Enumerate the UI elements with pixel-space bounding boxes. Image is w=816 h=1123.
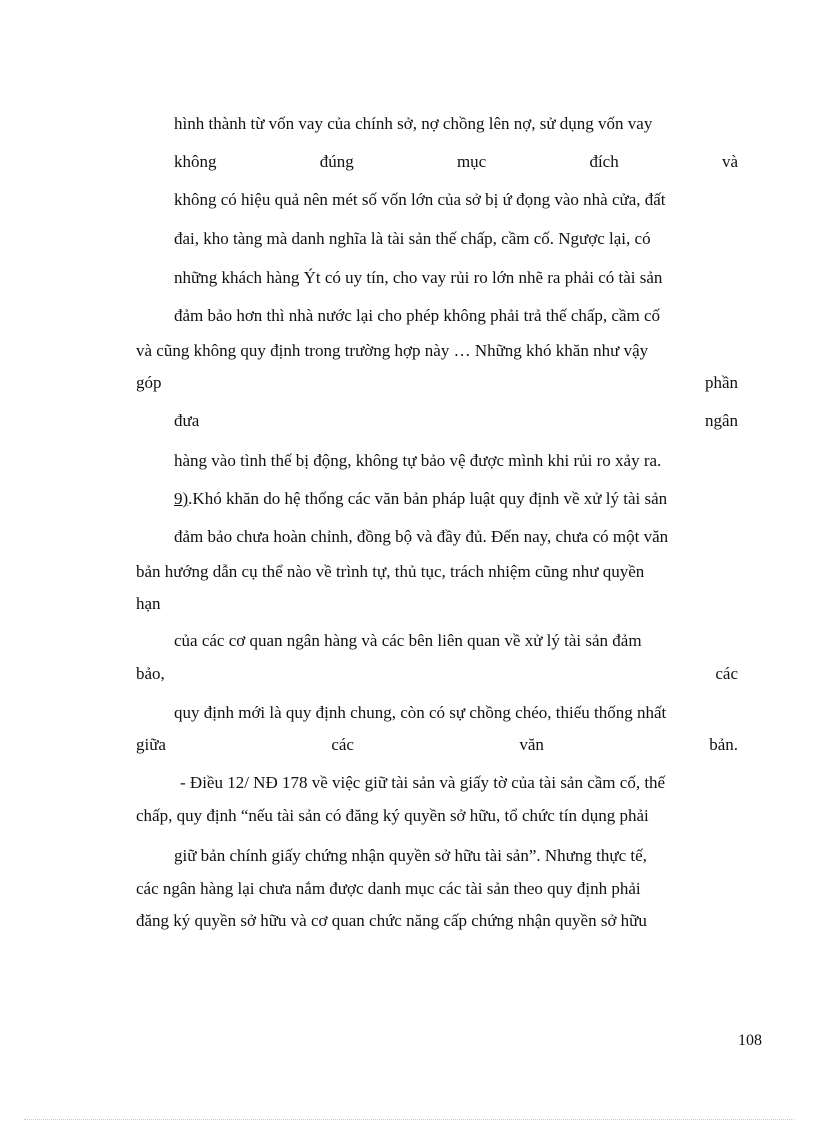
list-number: 9) bbox=[174, 489, 189, 508]
word: mục bbox=[456, 152, 487, 171]
word: các bbox=[715, 664, 738, 683]
word: góp bbox=[136, 373, 162, 392]
text-line: đảm bảo chưa hoàn chỉnh, đồng bộ và đầy đủ. Đến nay, chưa có một văn bbox=[174, 527, 669, 546]
text-line: bản hướng dẫn cụ thể nào về trình tự, thủ tục, trách nhiệm cũng như quyền bbox=[136, 562, 645, 581]
text-line: đăng ký quyền sở hữu và cơ quan chức năng cấp chứng nhận quyền sở hữu bbox=[136, 911, 647, 930]
text-line: các ngân hàng lại chưa nắm được danh mục các tài sản theo quy định phải bbox=[136, 879, 641, 898]
text-line: hình thành từ vốn vay của chính sở, nợ chồng lên nợ, sử dụng vốn vay bbox=[174, 114, 653, 133]
text-line: quy định mới là quy định chung, còn có sự chồng chéo, thiếu thống nhất bbox=[174, 703, 667, 722]
text-line: giữ bản chính giấy chứng nhận quyền sở hữu tài sản”. Nhưng thực tế, bbox=[174, 846, 647, 865]
text-line: chấp, quy định “nếu tài sản có đăng ký quyền sở hữu, tổ chức tín dụng phải bbox=[136, 806, 649, 825]
word: bảo, bbox=[136, 664, 165, 683]
text-line: và cũng không quy định trong trường hợp này … Những khó khăn như vậy bbox=[136, 341, 649, 360]
word: ngân bbox=[704, 411, 738, 430]
text-run: .Khó khăn do hệ thống các văn bản pháp luật quy định về xử lý tài sản bbox=[188, 489, 668, 508]
text-line: đai, kho tàng mà danh nghĩa là tài sản thế chấp, cầm cố. Ngược lại, có bbox=[174, 229, 651, 248]
text-line: những khách hàng Ýt có uy tín, cho vay rủi ro lớn nhẽ ra phải có tài sản bbox=[174, 268, 663, 287]
page-number: 108 bbox=[738, 1032, 762, 1049]
text-line-justified bbox=[174, 152, 738, 172]
text-line: không có hiệu quả nên mét số vốn lớn của sở bị ứ đọng vào nhà cửa, đất bbox=[174, 190, 666, 209]
word: đưa bbox=[174, 411, 200, 430]
divider bbox=[24, 1119, 794, 1120]
text-line-justified bbox=[136, 664, 738, 684]
text-line: - Điều 12/ NĐ 178 về việc giữ tài sản và giấy tờ của tài sản cầm cố, thế bbox=[180, 773, 666, 792]
text-line: hạn bbox=[136, 594, 161, 613]
text-line: hàng vào tình thế bị động, không tự bảo vệ được mình khi rủi ro xảy ra. bbox=[174, 451, 662, 470]
text-line: của các cơ quan ngân hàng và các bên liên quan về xử lý tài sản đảm bbox=[174, 631, 642, 650]
text-line-justified bbox=[136, 735, 738, 755]
text-line bbox=[174, 489, 667, 509]
word: đúng bbox=[319, 152, 354, 171]
word: và bbox=[721, 152, 738, 171]
word: đích bbox=[589, 152, 619, 171]
text-line-justified bbox=[174, 411, 738, 431]
text-line-justified bbox=[136, 373, 738, 393]
text-line: đảm bảo hơn thì nhà nước lại cho phép không phải trả thế chấp, cầm cố bbox=[174, 306, 661, 325]
word: phần bbox=[704, 373, 738, 392]
word: các bbox=[331, 735, 354, 754]
word: không bbox=[174, 152, 217, 171]
word: giữa bbox=[136, 735, 166, 754]
word: bản. bbox=[709, 735, 738, 754]
word: văn bbox=[519, 735, 544, 754]
